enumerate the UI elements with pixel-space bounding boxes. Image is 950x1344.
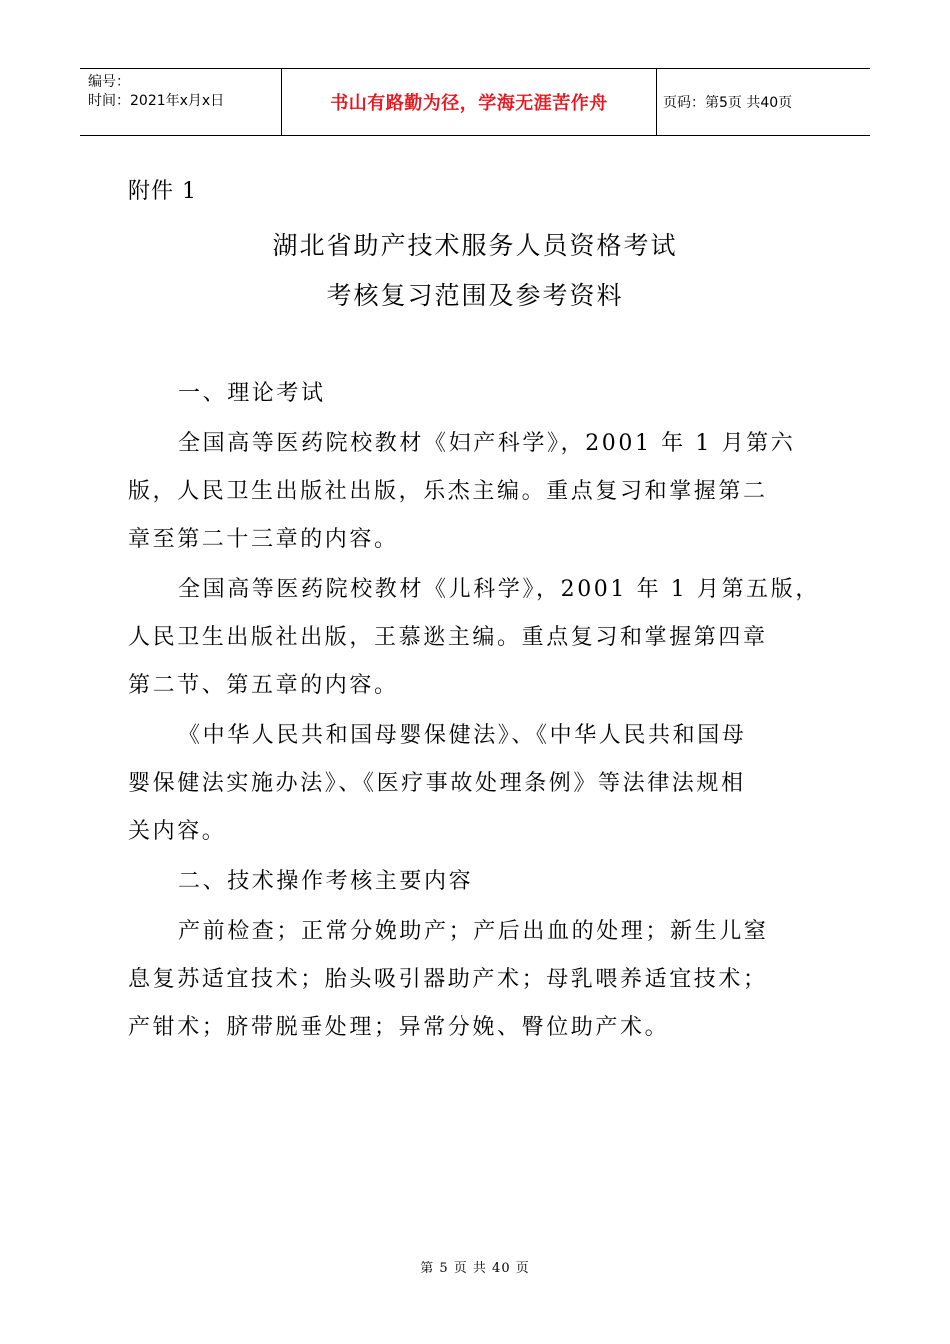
time-label: 时间：2021年x月x日 (88, 93, 225, 109)
page-footer: 第 5 页 共 40 页 (420, 1261, 530, 1276)
header-motto: 书山有路勤为径，学海无涯苦作舟 (281, 69, 657, 135)
body-line: 章至第二十三章的内容。 (128, 527, 399, 552)
body-line: 全国高等医药院校教材《妇产科学》，2001 年 1 月第六 (178, 431, 796, 456)
body-line: 第二节、第五章的内容。 (128, 673, 399, 698)
body-line: 关内容。 (128, 819, 227, 844)
header-meta (80, 69, 281, 135)
body-line: 息复苏适宜技术；胎头吸引器助产术；母乳喂养适宜技术； (128, 967, 768, 992)
body-line: 《中华人民共和国母婴保健法》、《中华人民共和国母 (178, 723, 747, 748)
body-line: 版，人民卫生出版社出版，乐杰主编。重点复习和掌握第二 (128, 479, 768, 504)
section-heading-practical: 二、技术操作考核主要内容 (178, 869, 474, 894)
body-line: 产前检查；正常分娩助产；产后出血的处理；新生儿窒 (178, 919, 769, 944)
attachment-label: 附件 1 (128, 179, 197, 204)
body-line: 人民卫生出版社出版，王慕逖主编。重点复习和掌握第四章 (128, 625, 768, 650)
section-heading-theory: 一、理论考试 (178, 381, 326, 406)
document-title-line-2: 考核复习范围及参考资料 (326, 281, 624, 310)
body-line: 婴保健法实施办法》、《医疗事故处理条例》等法律法规相 (128, 771, 746, 796)
body-line: 全国高等医药院校教材《儿科学》，2001 年 1 月第五版， (178, 577, 820, 602)
document-title-line-1: 湖北省助产技术服务人员资格考试 (272, 231, 678, 260)
header-page-info: 页码：第5页 共40页 (663, 95, 793, 111)
body-line: 产钳术；脐带脱垂处理；异常分娩、臀位助产术。 (128, 1015, 670, 1040)
number-label: 编号： (88, 74, 130, 90)
page-header (80, 68, 870, 136)
